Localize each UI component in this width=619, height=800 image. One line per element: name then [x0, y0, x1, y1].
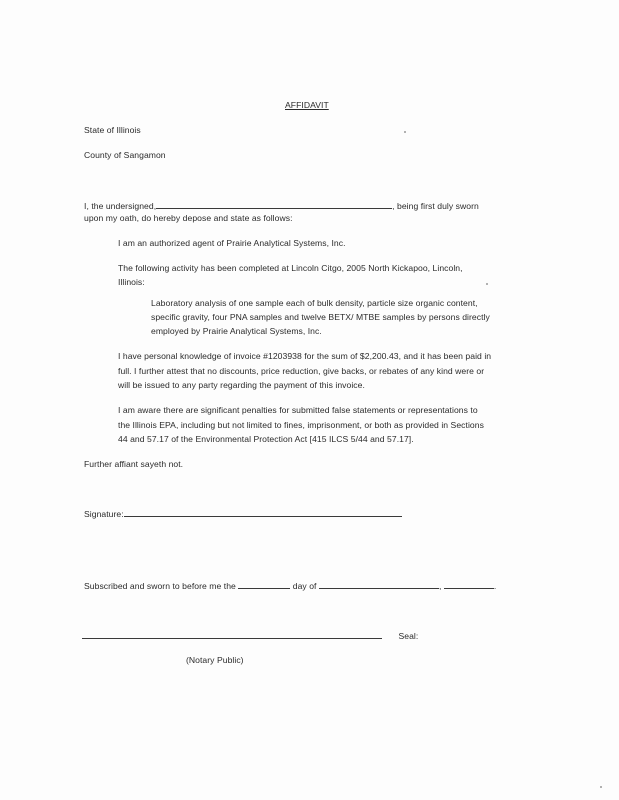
month-blank[interactable]	[319, 580, 442, 591]
intro-line	[84, 200, 479, 211]
county-line: County of Sangamon	[84, 150, 166, 160]
document-title: AFFIDAVIT	[285, 100, 329, 110]
scan-speck	[600, 786, 602, 788]
subscribed-end: .	[493, 581, 497, 591]
notary-signature-blank[interactable]	[82, 630, 382, 639]
subscribed-start: Subscribed and sworn to before me the	[84, 581, 236, 591]
penalties-line3: 44 and 57.17 of the Environmental Protection Act [415 ILCS 5/44 and 57.17].	[118, 434, 414, 444]
activity-description-line1: Laboratory analysis of one sample each of bulk density, particle size organic content,	[151, 298, 478, 308]
subscribed-line	[84, 580, 496, 591]
invoice-line3: will be issued to any party regarding the payment of this invoice.	[118, 380, 365, 390]
scan-speck	[404, 131, 406, 133]
signature-line	[84, 508, 402, 519]
notary-signature-line	[82, 630, 418, 641]
further-affiant: Further affiant sayeth not.	[84, 459, 184, 469]
seal-label: Seal:	[398, 631, 419, 641]
intro-line2: upon my oath, do hereby depose and state as follows:	[84, 213, 293, 223]
activity-location-line2: Illinois:	[118, 277, 145, 287]
invoice-line1: I have personal knowledge of invoice #1203938 for the sum of $2,200.43, and it has been paid in	[118, 351, 492, 361]
year-blank[interactable]	[444, 580, 497, 591]
day-blank[interactable]	[238, 580, 290, 589]
penalties-line1: I am aware there are significant penalties for submitted false statements or representations to	[118, 405, 478, 415]
penalties-line2: the Illinois EPA, including but not limited to fines, imprisonment, or both as provided in Sections	[118, 420, 484, 430]
activity-description-line3: employed by Prairie Analytical Systems, Inc.	[151, 326, 322, 336]
intro-end: , being first duly sworn	[392, 201, 479, 211]
subscribed-day: day of	[292, 581, 317, 591]
agent-statement: I am an authorized agent of Prairie Analytical Systems, Inc.	[118, 238, 346, 248]
notary-public-label: (Notary Public)	[186, 655, 244, 665]
subscribed-comma: ,	[438, 581, 442, 591]
scan-speck	[486, 283, 488, 285]
activity-location-line1: The following activity has been completed at Lincoln Citgo, 2005 North Kickapoo, Lincoln,	[118, 263, 463, 273]
signature-label: Signature:	[84, 509, 124, 519]
activity-description-line2: specific gravity, four PNA samples and twelve BETX/ MTBE samples by persons directly	[151, 312, 490, 322]
signature-blank[interactable]	[124, 508, 402, 517]
intro-start: I, the undersigned,	[84, 201, 157, 211]
state-line: State of Illinois	[84, 125, 141, 135]
name-blank[interactable]	[156, 200, 392, 209]
invoice-line2: full. I further attest that no discounts, price reduction, give backs, or rebates of any kind were or	[118, 366, 485, 376]
